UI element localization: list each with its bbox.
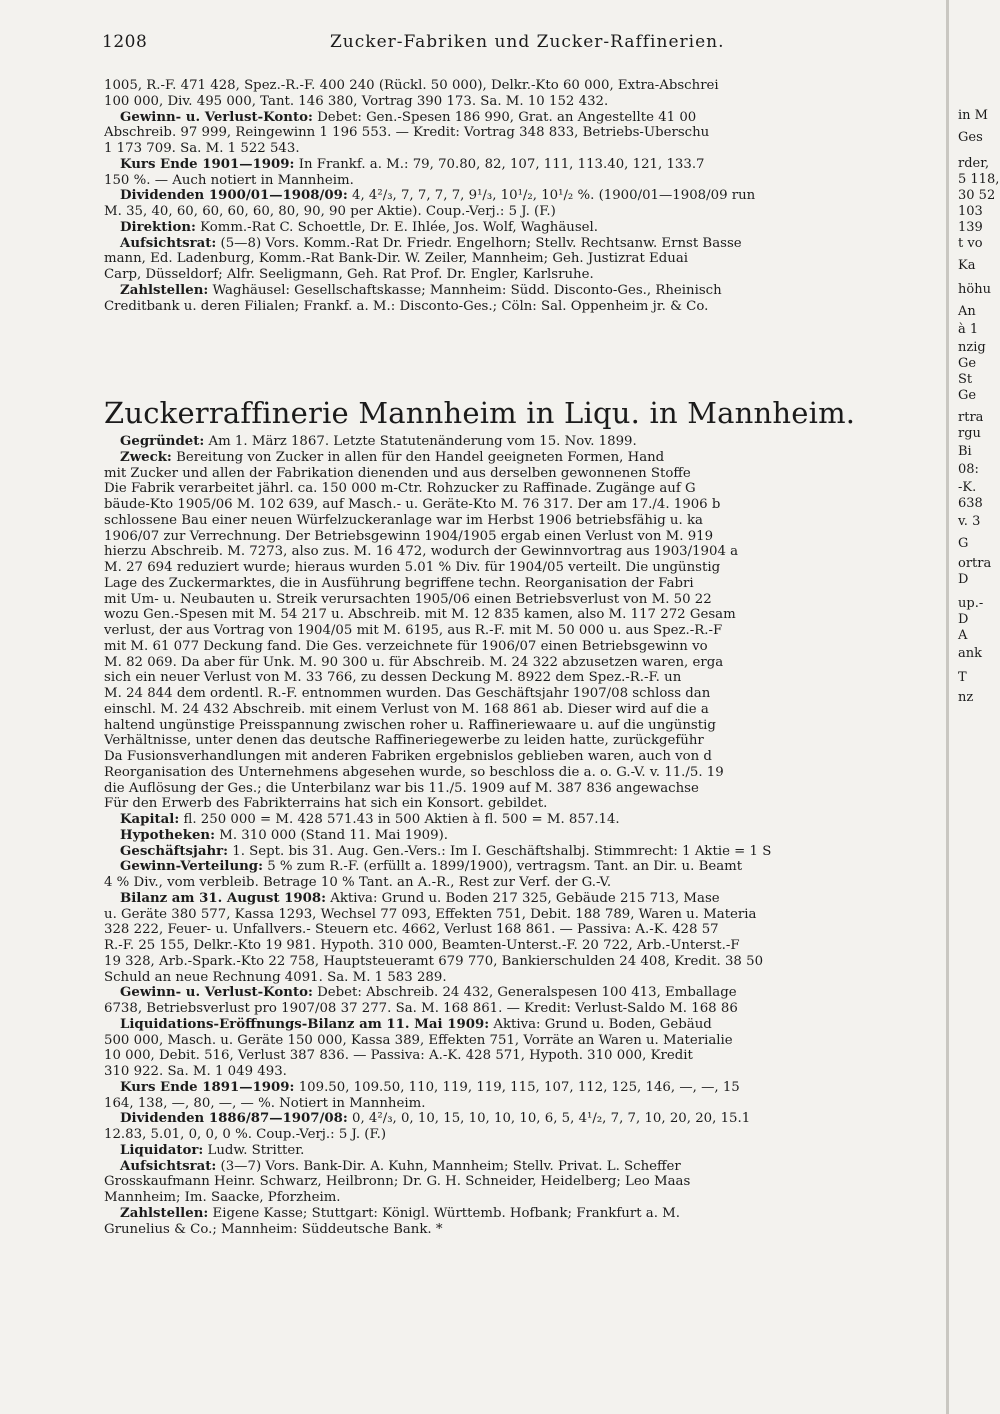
text-line: [104, 1096, 940, 1112]
section-label: Zweck:: [120, 449, 172, 465]
text-line: [104, 1127, 940, 1143]
text-line: [104, 110, 940, 126]
text-line: [104, 639, 940, 655]
text-line: [104, 220, 940, 236]
section-label: Direktion:: [120, 219, 196, 235]
text-line: [104, 1017, 940, 1033]
margin-fragment: 5 118,: [958, 172, 1000, 187]
line-text: 5 % zum R.-F. (erfüllt a. 1899/1900), vertragsm. Tant. an Dir. u. Beamt: [263, 859, 743, 875]
line-text: 6738, Betriebsverlust pro 1907/08 37 277. Sa. M. 168 861. — Kredit: Verlust-Saldo M. 168 86: [104, 1001, 738, 1016]
text-line: [104, 875, 940, 891]
line-text: einschl. M. 24 432 Abschreib. mit einem Verlust von M. 168 861 ab. Dieser wird auf die a: [104, 701, 709, 717]
section-label: Liquidations-Eröffnungs-Bilanz am 11. Mai 1909:: [120, 1016, 490, 1032]
text-line: [104, 576, 940, 592]
running-head: Zucker-Fabriken und Zucker-Raffinerien.: [330, 32, 725, 52]
text-line: [104, 267, 940, 283]
line-text: R.-F. 25 155, Delkr.-Kto 19 981. Hypoth. 310 000, Beamten-Unterst.-F. 20 722, Arb.-Unterst.-F: [104, 938, 740, 953]
line-text: 1 173 709. Sa. M. 1 522 543.: [104, 141, 300, 156]
line-text: 1906/07 zur Verrechnung. Der Betriebsgewinn 1904/1905 ergab einen Verlust von M. 919: [104, 528, 714, 544]
text-line: [104, 141, 940, 157]
text-line: [104, 1143, 940, 1159]
section-label: Kapital:: [120, 812, 180, 827]
line-text: haltend ungünstige Preisspannung zwischen roher u. Raffineriewaare u. auf die ungünstig: [104, 717, 716, 733]
line-text: 0, 4²/₃, 0, 10, 15, 10, 10, 10, 6, 5, 4¹/₂, 7, 7, 10, 20, 20, 15.1: [347, 1111, 751, 1127]
line-text: Carp, Düsseldorf; Alfr. Seeligmann, Geh. Rat Prof. Dr. Engler, Karlsruhe.: [104, 267, 594, 282]
text-line: [104, 954, 940, 970]
margin-fragment: 30 52: [958, 188, 996, 203]
text-line: [104, 765, 940, 781]
text-line: [104, 718, 940, 734]
margin-fragment: Bi: [958, 444, 972, 459]
entry-title: Zuckerraffinerie Mannheim in Liqu. in Mannheim.: [104, 396, 856, 430]
text-line: [104, 1206, 940, 1222]
section-label: Liquidator:: [120, 1142, 204, 1158]
line-text: M. 27 694 reduziert wurde; hieraus wurden 5.01 % Div. für 1904/05 verteilt. Die ungünstig: [104, 560, 721, 575]
margin-fragment: höhu: [958, 282, 991, 297]
line-text: Aktiva: Grund u. Boden 217 325, Gebäude 215 713, Mase: [326, 890, 720, 906]
section-label: Gewinn- u. Verlust-Konto:: [120, 109, 313, 125]
line-text: M. 82 069. Da aber für Unk. M. 90 300 u. für Abschreib. M. 24 322 abzusetzen waren, erga: [104, 654, 724, 670]
text-line: [104, 592, 940, 608]
line-text: Debet: Abschreib. 24 432, Generalspesen 100 413, Emballage: [312, 985, 737, 1001]
text-line: [104, 125, 940, 141]
margin-fragment: Ge: [958, 388, 977, 403]
line-text: mit M. 61 077 Deckung fand. Die Ges. verzeichnete für 1906/07 einen Betriebsgewinn vo: [104, 638, 708, 654]
line-text: u. Geräte 380 577, Kassa 1293, Wechsel 77 093, Effekten 751, Debit. 188 789, Waren u. Materia: [104, 906, 757, 922]
margin-fragment: 103: [958, 204, 983, 219]
line-text: Debet: Gen.-Spesen 186 990, Grat. an Angestellte 41 00: [312, 109, 697, 125]
line-text: Ludw. Stritter.: [203, 1142, 305, 1158]
margin-fragment: rtra: [958, 410, 984, 425]
text-line: [104, 1190, 940, 1206]
text-line: [104, 251, 940, 267]
margin-fragment: 638: [958, 496, 983, 511]
margin-fragment: 139: [958, 220, 983, 235]
margin-fragment: nz: [958, 690, 974, 705]
text-line: [104, 985, 940, 1001]
text-line: [104, 497, 940, 513]
text-line: [104, 907, 940, 923]
text-line: [104, 922, 940, 938]
line-text: 4 % Div., vom verbleib. Betrage 10 % Tant. an A.-R., Rest zur Verf. der G.-V.: [104, 875, 612, 890]
margin-fragment: -K.: [958, 480, 977, 495]
section-label: Bilanz am 31. August 1908:: [120, 890, 327, 906]
text-line: [104, 434, 940, 450]
line-text: M. 24 844 dem ordentl. R.-F. entnommen wurden. Das Geschäftsjahr 1907/08 schloss dan: [104, 686, 711, 701]
text-line: [104, 607, 940, 623]
line-text: Da Fusionsverhandlungen mit anderen Fabriken ergebnislos geblieben waren, auch von d: [104, 749, 712, 764]
margin-fragment: t vo: [958, 236, 983, 251]
section-label: Aufsichtsrat:: [120, 1158, 217, 1174]
margin-fragment: Ges: [958, 130, 983, 145]
line-text: 164, 138, —, 80, —, — %. Notiert in Mannheim.: [104, 1095, 426, 1111]
text-line: [104, 236, 940, 252]
margin-fragment: in M: [958, 108, 988, 123]
margin-fragment: up.-: [958, 596, 984, 611]
line-text: Reorganisation des Unternehmens abgesehen wurde, so beschloss die a. o. G.-V. v. 11./5. 19: [104, 764, 724, 780]
line-text: bäude-Kto 1905/06 M. 102 639, auf Masch.- u. Geräte-Kto M. 76 317. Der am 17./4. 1906 b: [104, 497, 721, 512]
line-text: Verhältnisse, unter denen das deutsche Raffineriegewerbe zu leiden hatte, zurückgeführ: [104, 733, 704, 749]
line-text: Bereitung von Zucker in allen für den Handel geeigneten Formen, Hand: [171, 449, 665, 465]
page-number: 1208: [102, 32, 148, 52]
margin-fragment: ortra: [958, 556, 992, 571]
line-text: Am 1. März 1867. Letzte Statutenänderung vom 15. Nov. 1899.: [204, 434, 637, 449]
section-label: Kurs Ende 1901—1909:: [120, 156, 295, 172]
line-text: wozu Gen.-Spesen mit M. 54 217 u. Abschreib. mit M. 12 835 kamen, also M. 117 272 Gesam: [104, 607, 736, 623]
section-label: Gewinn-Verteilung:: [120, 859, 264, 875]
text-line: [104, 1001, 940, 1017]
line-text: Abschreib. 97 999, Reingewinn 1 196 553. — Kredit: Vortrag 348 833, Betriebs-Überschu: [104, 125, 710, 141]
margin-fragment: G: [958, 536, 969, 551]
text-line: [104, 529, 940, 545]
text-line: [104, 812, 940, 828]
line-text: 109.50, 109.50, 110, 119, 119, 115, 107, 112, 125, 146, —, —, 15: [294, 1079, 740, 1095]
text-line: [104, 702, 940, 718]
page-gutter: [946, 0, 949, 1414]
line-text: M. 35, 40, 60, 60, 60, 60, 80, 90, 90 per Aktie). Coup.-Verj.: 5 J. (F.): [104, 204, 556, 219]
line-text: 12.83, 5.01, 0, 0, 0 %. Coup.-Verj.: 5 J. (F.): [104, 1127, 387, 1142]
line-text: Mannheim; Im. Saacke, Pforzheim.: [104, 1190, 341, 1205]
section-label: Dividenden 1900/01—1908/09:: [120, 188, 348, 204]
text-line: [104, 655, 940, 671]
text-line: [104, 450, 940, 466]
text-line: [104, 173, 940, 189]
text-line: [104, 749, 940, 765]
text-line: [104, 204, 940, 220]
section-label: Kurs Ende 1891—1909:: [120, 1079, 295, 1095]
text-line: [104, 781, 940, 797]
line-text: 328 222, Feuer- u. Unfallvers.- Steuern etc. 4662, Verlust 168 861. — Passiva: A.-K. 428 57: [104, 922, 719, 938]
line-text: 10 000, Debit. 516, Verlust 387 836. — Passiva: A.-K. 428 571, Hypoth. 310 000, Kredit: [104, 1048, 693, 1064]
text-line: [104, 859, 940, 875]
line-text: Aktiva: Grund u. Boden, Gebäud: [489, 1016, 712, 1032]
margin-fragment: St: [958, 372, 973, 387]
line-text: M. 310 000 (Stand 11. Mai 1909).: [214, 827, 449, 843]
line-text: In Frankf. a. M.: 79, 70.80, 82, 107, 111, 113.40, 121, 133.7: [294, 156, 705, 172]
line-text: 1. Sept. bis 31. Aug. Gen.-Vers.: Im I. Geschäftshalbj. Stimmrecht: 1 Aktie = 1 S: [228, 843, 772, 859]
margin-fragment: D: [958, 572, 969, 587]
margin-fragment: 08:: [958, 462, 979, 477]
line-text: 150 %. — Auch notiert in Mannheim.: [104, 172, 354, 188]
line-text: Creditbank u. deren Filialen; Frankf. a. M.: Disconto-Ges.; Cöln: Sal. Oppenheim jr. & Co.: [104, 298, 709, 314]
margin-fragment: T: [958, 670, 967, 685]
margin-fragment: nzig: [958, 340, 986, 355]
text-line: [104, 78, 940, 94]
text-line: [104, 481, 940, 497]
line-text: Komm.-Rat C. Schoettle, Dr. E. Ihlée, Jos. Wolf, Waghäusel.: [195, 219, 599, 235]
text-line: [104, 283, 940, 299]
page-header: [102, 32, 922, 56]
section-label: Zahlstellen:: [120, 282, 209, 298]
text-line: [104, 686, 940, 702]
text-line: [104, 733, 940, 749]
section-label: Gegründet:: [120, 434, 205, 449]
section-label: Zahlstellen:: [120, 1205, 209, 1221]
text-line: [104, 544, 940, 560]
text-line: [104, 670, 940, 686]
line-text: die Auflösung der Ges.; die Unterbilanz war bis 11./5. 1909 auf M. 387 836 angewachse: [104, 780, 699, 796]
text-line: [104, 1111, 940, 1127]
line-text: Waghäusel: Gesellschaftskasse; Mannheim: Südd. Disconto-Ges., Rheinisch: [208, 282, 722, 298]
text-line: [104, 466, 940, 482]
text-line: [104, 1064, 940, 1080]
text-line: [104, 1080, 940, 1096]
text-line: [104, 1174, 940, 1190]
margin-fragment: v. 3: [958, 514, 981, 529]
text-line: [104, 1159, 940, 1175]
margin-fragment: A: [958, 628, 968, 643]
margin-fragment: Ka: [958, 258, 976, 273]
text-line: [104, 1222, 940, 1238]
text-line: [104, 94, 940, 110]
text-line: [104, 560, 940, 576]
section-label: Gewinn- u. Verlust-Konto:: [120, 985, 313, 1001]
line-text: fl. 250 000 = M. 428 571.43 in 500 Aktien à fl. 500 = M. 857.14.: [179, 812, 620, 827]
line-text: mann, Ed. Ladenburg, Komm.-Rat Bank-Dir. W. Zeiler, Mannheim; Geh. Justizrat Eduai: [104, 251, 689, 267]
margin-fragment: An: [958, 304, 976, 319]
margin-fragment: Ge: [958, 356, 977, 371]
text-line: [104, 828, 940, 844]
line-text: verlust, der aus Vortrag von 1904/05 mit M. 6195, aus R.-F. mit M. 50 000 u. aus Spez.-R.-F: [104, 623, 723, 638]
line-text: hierzu Abschreib. M. 7273, also zus. M. 16 472, wodurch der Gewinnvortrag aus 1903/1904 a: [104, 544, 739, 560]
text-line: [104, 157, 940, 173]
line-text: 310 922. Sa. M. 1 049 493.: [104, 1064, 287, 1079]
text-line: [104, 938, 940, 954]
section-label: Dividenden 1886/87—1907/08:: [120, 1111, 348, 1127]
section-label: Geschäftsjahr:: [120, 843, 229, 859]
line-text: Schuld an neue Rechnung 4091. Sa. M. 1 583 289.: [104, 969, 447, 985]
line-text: sich ein neuer Verlust von M. 33 766, zu dessen Deckung M. 8922 dem Spez.-R.-F. un: [104, 670, 682, 686]
margin-fragment: D: [958, 612, 969, 627]
text-line: [104, 623, 940, 639]
text-line: [104, 1033, 940, 1049]
line-text: Für den Erwerb des Fabrikterrains hat sich ein Konsort. gebildet.: [104, 796, 548, 812]
line-text: Die Fabrik verarbeitet jährl. ca. 150 000 m-Ctr. Rohzucker zu Raffinade. Zugänge auf G: [104, 481, 696, 497]
line-text: Grosskaufmann Heinr. Schwarz, Heilbronn; Dr. G. H. Schneider, Heidelberg; Leo Maas: [104, 1174, 691, 1190]
text-line: [104, 796, 940, 812]
line-text: (5—8) Vors. Komm.-Rat Dr. Friedr. Engelhorn; Stellv. Rechtsanw. Ernst Basse: [216, 235, 742, 251]
line-text: Eigene Kasse; Stuttgart: Königl. Württemb. Hofbank; Frankfurt a. M.: [208, 1205, 680, 1221]
adjacent-page-margin: [952, 0, 1000, 1414]
text-line: [104, 513, 940, 529]
text-line: [104, 1048, 940, 1064]
line-text: Grunelius & Co.; Mannheim: Süddeutsche Bank. *: [104, 1221, 443, 1237]
previous-entry-continuation: [104, 78, 940, 314]
margin-fragment: à 1: [958, 322, 979, 337]
line-text: mit Um- u. Neubauten u. Streik verursachten 1905/06 einen Betriebsverlust von M. 50 22: [104, 591, 712, 607]
margin-fragment: ank: [958, 646, 983, 661]
section-label: Hypotheken:: [120, 827, 215, 843]
line-text: 500 000, Masch. u. Geräte 150 000, Kassa 389, Effekten 751, Vorräte an Waren u. Materialie: [104, 1032, 733, 1048]
line-text: 100 000, Div. 495 000, Tant. 146 380, Vortrag 390 173. Sa. M. 10 152 432.: [104, 93, 609, 109]
line-text: 4, 4²/₃, 7, 7, 7, 7, 9¹/₃, 10¹/₂, 10¹/₂ %. (1900/01—1908/09 run: [347, 188, 756, 204]
text-line: [104, 299, 940, 315]
entry-body: [104, 434, 940, 1237]
line-text: 1005, R.-F. 471 428, Spez.-R.-F. 400 240 (Rückl. 50 000), Delkr.-Kto 60 000, Extra-Abschrei: [104, 78, 719, 93]
line-text: Lage des Zuckermarktes, die in Ausführung begriffene techn. Reorganisation der Fabri: [104, 575, 694, 591]
line-text: (3—7) Vors. Bank-Dir. A. Kuhn, Mannheim; Stellv. Privat. L. Scheffer: [216, 1158, 681, 1174]
line-text: schlossene Bau einer neuen Würfelzuckeranlage war im Herbst 1906 betriebsfähig u. ka: [104, 512, 703, 528]
line-text: mit Zucker und allen der Fabrikation dienenden und aus derselben gewonnenen Stoffe: [104, 465, 691, 481]
text-line: [104, 891, 940, 907]
text-line: [104, 188, 940, 204]
line-text: 19 328, Arb.-Spark.-Kto 22 758, Hauptsteueramt 679 770, Bankierschulden 24 408, Kredit. 38 50: [104, 953, 764, 969]
margin-fragment: rgu: [958, 426, 981, 441]
text-line: [104, 844, 940, 860]
margin-fragment: rder,: [958, 156, 990, 171]
section-label: Aufsichtsrat:: [120, 235, 217, 251]
text-line: [104, 970, 940, 986]
